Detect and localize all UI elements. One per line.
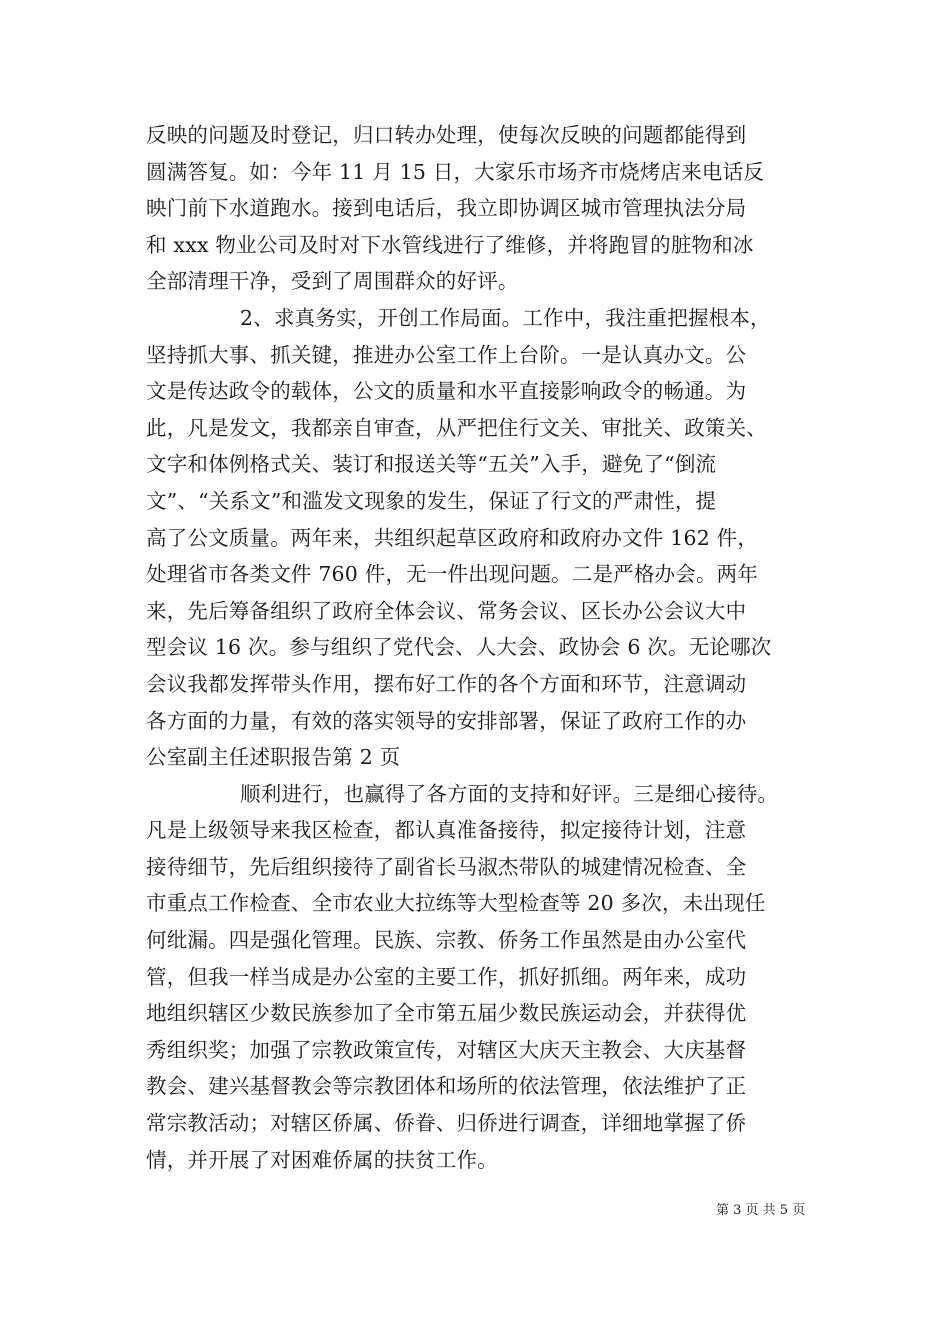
paragraph-start-line: 顺利进行，也赢得了各方面的支持和好评。三是细心接待。 <box>240 781 779 806</box>
text-line: 坚持抓大事、抓关键，推进办公室工作上台阶。一是认真办文。公 <box>146 342 747 367</box>
text-line: 秀组织奖；加强了宗教政策宣传，对辖区大庆天主教会、大庆基督 <box>146 1037 747 1062</box>
text-line: 和 xxx 物业公司及时对下水管线进行了维修，并将跑冒的脏物和冰 <box>146 232 754 257</box>
text-line: 会议我都发挥带头作用，摆布好工作的各个方面和环节，注意调动 <box>146 671 747 696</box>
text-line: 圆满答复。如：今年 11 月 15 日，大家乐市场齐市烧烤店来电话反 <box>146 159 765 184</box>
text-line: 各方面的力量，有效的落实领导的安排部署，保证了政府工作的办 <box>146 708 747 733</box>
text-line: 市重点工作检查、全市农业大拉练等大型检查等 20 多次，未出现任 <box>146 891 766 916</box>
text-line: 文字和体例格式关、装订和报送关等“五关”入手，避免了“倒流 <box>146 452 717 477</box>
text-line: 来，先后筹备组织了政府全体会议、常务会议、区长办公会议大中 <box>146 598 747 623</box>
text-line: 凡是上级领导来我区检查，都认真准备接待，拟定接待计划，注意 <box>146 818 747 843</box>
text-line: 管，但我一样当成是办公室的主要工作，抓好抓细。两年来，成功 <box>146 964 747 989</box>
text-line: 高了公文质量。两年来，共组织起草区政府和政府办文件 162 件， <box>146 525 759 550</box>
text-line: 文是传达政令的载体，公文的质量和水平直接影响政令的畅通。为 <box>146 379 747 404</box>
text-line: 何纰漏。四是强化管理。民族、宗教、侨务工作虽然是由办公室代 <box>146 928 747 953</box>
text-line: 处理省市各类文件 760 件，无一件出现问题。二是严格办会。两年 <box>146 562 759 587</box>
page-footer: 第 3 页 共 5 页 <box>716 1203 806 1218</box>
paragraph-start-line: 2、求真务实，开创工作局面。工作中，我注重把握根本， <box>240 305 771 330</box>
text-line: 情，并开展了对困难侨属的扶贫工作。 <box>146 1147 498 1172</box>
text-line: 全部清理干净，受到了周围群众的好评。 <box>146 269 519 294</box>
text-line: 公室副主任述职报告第 2 页 <box>146 745 401 770</box>
text-line: 映门前下水道跑水。接到电话后，我立即协调区城市管理执法分局 <box>146 196 747 221</box>
text-line: 地组织辖区少数民族参加了全市第五届少数民族运动会，并获得优 <box>146 1001 747 1026</box>
body-text <box>146 117 806 1178</box>
text-line: 反映的问题及时登记，归口转办处理，使每次反映的问题都能得到 <box>146 123 747 147</box>
text-line: 型会议 16 次。参与组织了党代会、人大会、政协会 6 次。无论哪次 <box>146 635 772 660</box>
text-line: 接待细节，先后组织接待了副省长马淑杰带队的城建情况检查、全 <box>146 854 747 879</box>
text-line: 教会、建兴基督教会等宗教团体和场所的依法管理，依法维护了正 <box>146 1074 747 1099</box>
text-line: 此，凡是发文，我都亲自审查，从严把住行文关、审批关、政策关、 <box>146 415 767 440</box>
text-line: 常宗教活动；对辖区侨属、侨眷、归侨进行调查，详细地掌握了侨 <box>146 1111 747 1136</box>
text-line: 文”、“关系文”和滥发文现象的发生，保证了行文的严肃性，提 <box>146 488 717 513</box>
